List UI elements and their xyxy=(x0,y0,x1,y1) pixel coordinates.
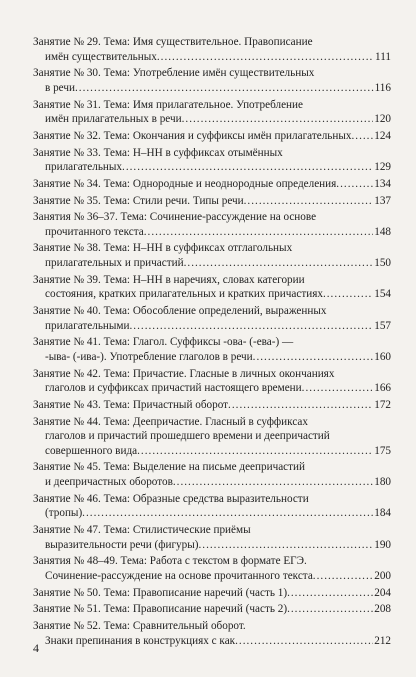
toc-page-number: 190 xyxy=(374,538,391,551)
toc-entry-last-line xyxy=(33,506,391,521)
dot-leader xyxy=(235,634,373,649)
dot-leader xyxy=(184,256,374,271)
toc-entry-last-line xyxy=(33,444,391,459)
toc-entry-last-line xyxy=(33,112,391,127)
dot-leader xyxy=(75,81,374,96)
toc-entry xyxy=(33,194,391,209)
dot-leader xyxy=(137,444,373,459)
toc-page-number: 200 xyxy=(374,569,391,582)
toc-page-number: 212 xyxy=(374,634,391,647)
toc-entry-text: имён существительных xyxy=(45,50,157,63)
toc-entry xyxy=(33,586,391,601)
toc-entry-last-line xyxy=(33,50,391,65)
dot-leader xyxy=(253,350,374,365)
toc-page-number: 154 xyxy=(374,288,391,301)
toc-page-number: 204 xyxy=(374,586,391,599)
toc-entry-last-line xyxy=(33,160,391,175)
dot-leader xyxy=(122,160,373,175)
toc-page-number: 148 xyxy=(374,225,391,238)
dot-leader xyxy=(323,287,373,302)
toc-entry-last-line xyxy=(33,319,391,334)
toc-entry-text: совершенного вида xyxy=(45,444,138,457)
toc-entry-text: Занятие № 33. Тема: Н–НН в суффиксах отымённых xyxy=(33,146,283,159)
toc-entry-last-line xyxy=(33,586,391,601)
toc-entry xyxy=(33,129,391,144)
toc-entry-text: прочитанного текста xyxy=(45,225,144,238)
toc-entry-text: Занятие № 43. Тема: Причастный оборот xyxy=(33,398,229,411)
toc-page-number: 120 xyxy=(374,113,391,126)
toc-entry xyxy=(33,66,391,95)
toc-page-number: 150 xyxy=(374,257,391,270)
toc-entry-text: Занятие № 30. Тема: Употребление имён существительных xyxy=(33,67,315,80)
toc-entry-last-line xyxy=(33,81,391,96)
toc-entry-last-line xyxy=(33,225,391,240)
toc-entry-last-line xyxy=(33,398,391,413)
toc-entry-text: глаголов и причастий прошедшего времени и деепричастий xyxy=(45,430,330,443)
dot-leader xyxy=(244,194,374,209)
toc-entry xyxy=(33,619,391,648)
toc-entry xyxy=(33,177,391,192)
toc-page-number: 184 xyxy=(374,507,391,520)
toc-entry xyxy=(33,273,391,302)
toc-entry-last-line xyxy=(33,475,391,490)
dot-leader xyxy=(173,475,373,490)
toc-page-number: 129 xyxy=(374,161,391,174)
toc-entry-last-line xyxy=(33,287,391,302)
dot-leader xyxy=(130,319,374,334)
toc-entry-text: Занятие № 35. Тема: Стили речи. Типы речи xyxy=(33,194,244,207)
toc-page-number: 208 xyxy=(374,603,391,616)
toc-entry-text: прилагательных xyxy=(45,161,123,174)
toc-entry-text: Занятие № 42. Тема: Причастие. Гласные в личных окончаниях xyxy=(33,367,335,380)
toc-entry xyxy=(33,35,391,64)
toc-entry-last-line xyxy=(33,381,391,396)
toc-entry-text: Занятие № 47. Тема: Стилистические приёмы xyxy=(33,524,251,536)
toc-entry xyxy=(33,492,391,521)
dot-leader xyxy=(198,538,373,553)
toc-entry-last-line xyxy=(33,569,391,584)
toc-entry-text: (тропы) xyxy=(45,507,83,520)
dot-leader xyxy=(182,112,374,127)
toc-entry-text: Занятие № 31. Тема: Имя прилагательное. Употребление xyxy=(33,98,303,111)
toc-page-number: 166 xyxy=(374,382,391,395)
toc-page-number: 172 xyxy=(374,398,391,411)
toc-entry xyxy=(33,241,391,270)
toc-entry xyxy=(33,146,391,175)
toc-entry-text: Занятие № 44. Тема: Деепричастие. Гласный в суффиксах xyxy=(33,415,308,428)
toc-entry-text: Занятие № 29. Тема: Имя существительное. Правописание xyxy=(33,36,313,48)
toc-entry-text: Занятие № 52. Тема: Сравнительный оборот. xyxy=(33,619,246,632)
toc-page-number: 134 xyxy=(374,177,391,190)
toc-entry-text: в речи xyxy=(45,81,75,94)
toc-entry-text: Занятие № 32. Тема: Окончания и суффиксы имён прилагательных xyxy=(33,129,352,142)
toc-page-number: 111 xyxy=(375,50,391,63)
dot-leader xyxy=(313,569,373,584)
toc-entry-text: -ыва- (-ива-). Употребление глаголов в речи xyxy=(45,350,253,363)
toc-entry-text: Занятие № 40. Тема: Обособление определений, выраженных xyxy=(33,305,327,318)
dot-leader xyxy=(302,381,374,396)
toc-entry xyxy=(33,98,391,127)
toc-page-number: 116 xyxy=(374,81,391,94)
dot-leader xyxy=(144,225,373,240)
toc-entry xyxy=(33,523,391,552)
toc-entry-last-line xyxy=(33,602,391,617)
toc-entry-text: выразительности речи (фигуры) xyxy=(45,538,199,551)
toc-entry xyxy=(33,460,391,489)
toc-entry-text: прилагательных и причастий xyxy=(45,257,184,270)
toc-entry-last-line xyxy=(33,177,391,192)
toc-entry xyxy=(33,415,391,459)
toc-entry-text: и деепричастных оборотов xyxy=(45,476,173,489)
dot-leader xyxy=(336,177,373,192)
toc-entry-text: прилагательными xyxy=(45,319,130,332)
toc-page-number: 124 xyxy=(374,129,391,142)
page-number: 4 xyxy=(33,641,39,655)
toc-page-number: 180 xyxy=(374,476,391,489)
toc-page-number: 175 xyxy=(374,444,391,457)
toc-page-number: 137 xyxy=(374,194,391,207)
toc-entry-last-line xyxy=(33,129,391,144)
toc-page-number: 157 xyxy=(374,319,391,332)
dot-leader xyxy=(287,602,373,617)
toc-entry-last-line xyxy=(33,256,391,271)
toc-entry-text: Занятие № 38. Тема: Н–НН в суффиксах отглагольных xyxy=(33,242,293,255)
toc-entry-text: состояния, кратких прилагательных и кратких причастиях xyxy=(45,288,323,301)
toc-entry-text: Сочинение-рассуждение на основе прочитанного текста xyxy=(45,569,313,582)
toc-entry xyxy=(33,304,391,333)
dot-leader xyxy=(82,506,373,521)
toc-entry xyxy=(33,367,391,396)
dot-leader xyxy=(228,398,373,413)
toc-entry-text: Знаки препинания в конструкциях с как xyxy=(45,634,236,647)
toc-entry-text: Занятие № 51. Тема: Правописание наречий (часть 2) xyxy=(33,603,288,616)
toc-entry xyxy=(33,554,391,583)
toc-entry-text: глаголов и суффиксах причастий настоящего времени xyxy=(45,382,302,395)
toc-entry-text: Занятие № 34. Тема: Однородные и неоднородные определения xyxy=(33,177,337,190)
dot-leader xyxy=(157,50,374,65)
table-of-contents xyxy=(33,35,391,650)
toc-entry xyxy=(33,210,391,239)
toc-entry-last-line xyxy=(33,634,391,649)
toc-entry-text: Занятие № 50. Тема: Правописание наречий (часть 1) xyxy=(33,586,288,599)
toc-entry xyxy=(33,602,391,617)
dot-leader xyxy=(287,586,373,601)
toc-entry-text: Занятия № 36–37. Тема: Сочинение-рассуждение на основе xyxy=(33,211,317,224)
toc-entry-text: имён прилагательных в речи xyxy=(45,113,182,126)
toc-entry-last-line xyxy=(33,194,391,209)
toc-entry xyxy=(33,398,391,413)
toc-entry xyxy=(33,335,391,364)
toc-page-number: 160 xyxy=(374,350,391,363)
dot-leader xyxy=(351,129,373,144)
toc-entry-text: Занятие № 39. Тема: Н–НН в наречиях, словах категории xyxy=(33,273,305,286)
toc-entry-text: Занятие № 46. Тема: Образные средства выразительности xyxy=(33,492,309,505)
toc-entry-text: Занятие № 45. Тема: Выделение на письме деепричастий xyxy=(33,461,306,474)
toc-entry-last-line xyxy=(33,538,391,553)
toc-entry-text: Занятие № 41. Тема: Глагол. Суффиксы -ова- (-ева-) — xyxy=(33,336,294,349)
toc-entry-text: Занятия № 48–49. Тема: Работа с текстом в формате ЕГЭ. xyxy=(33,555,307,568)
toc-entry-last-line xyxy=(33,350,391,365)
